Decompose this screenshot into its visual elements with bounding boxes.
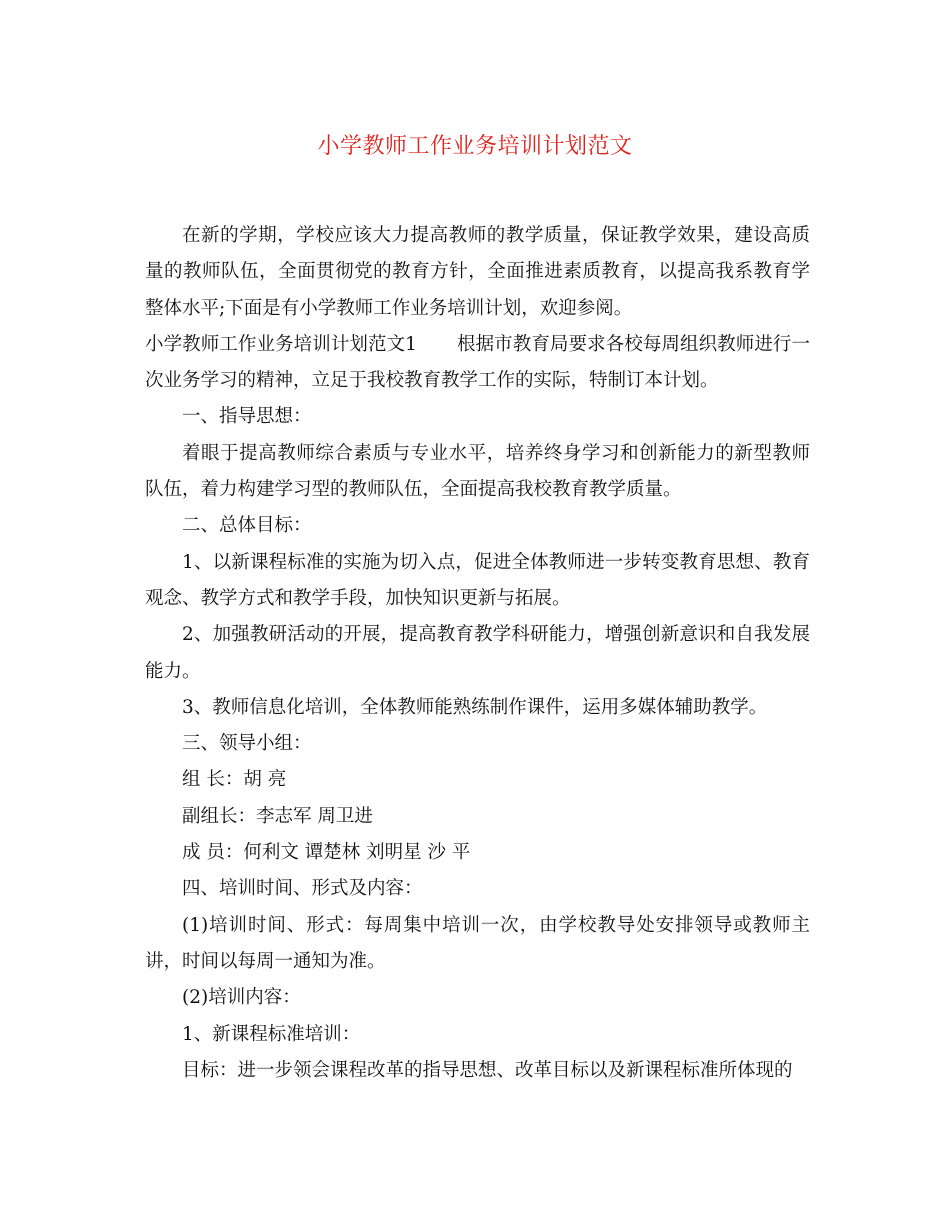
guiding-text: 着眼于提高教师综合素质与专业水平，培养终身学习和创新能力的新型教师队伍，着力构建学习型的教师队伍，全面提高我校教育教学质量。 bbox=[145, 442, 810, 501]
section-paragraph bbox=[145, 327, 810, 400]
document-body bbox=[145, 218, 810, 1089]
training-heading: 四、培训时间、形式及内容： bbox=[182, 878, 423, 900]
intro-paragraph: 在新的学期，学校应该大力提高教师的教学质量，保证教学效果，建设高质量的教师队伍，全面贯彻党的教育方针，全面推进素质教育，以提高我系教育学整体水平;下面是有小学教师工作业务培训计划，欢迎参阅。 bbox=[145, 225, 810, 319]
goal-item-3: 3、教师信息化培训，全体教师能熟练制作课件，运用多媒体辅助教学。 bbox=[182, 696, 768, 718]
training-content-heading: (2)培训内容： bbox=[182, 987, 301, 1009]
members-line: 成 员：何利文 谭楚林 刘明星 沙 平 bbox=[182, 842, 471, 864]
goal-item-2: 2、加强教研活动的开展，提高教育教学科研能力，增强创新意识和自我发展能力。 bbox=[145, 624, 810, 682]
curriculum-heading: 1、新课程标准培训： bbox=[182, 1023, 361, 1045]
goal-item-1: 1、以新课程标准的实施为切入点，促进全体教师进一步转变教育思想、教育观念、教学方式和教学手段，加快知识更新与拓展。 bbox=[145, 551, 810, 609]
curriculum-goal: 目标：进一步领会课程改革的指导思想、改革目标以及新课程标准所体现的 bbox=[182, 1059, 793, 1081]
leader-line: 组 长：胡 亮 bbox=[182, 769, 287, 791]
goals-heading: 二、总体目标： bbox=[182, 515, 312, 537]
leaders-heading: 三、领导小组： bbox=[182, 733, 312, 755]
section-lead: 根据市教育局要求各校每周组织教师进行一次业务学习的精神，立足于我校教育教学工作的实际，特制订本计划。 bbox=[145, 333, 810, 392]
guiding-heading: 一、指导思想： bbox=[182, 406, 312, 428]
vice-leaders-line: 副组长：李志军 周卫进 bbox=[182, 805, 373, 827]
training-time: (1)培训时间、形式：每周集中培训一次，由学校教导处安排领导或教师主讲，时间以每周一通知为准。 bbox=[145, 914, 810, 972]
document-title: 小学教师工作业务培训计划范文 bbox=[317, 134, 633, 159]
section-heading: 小学教师工作业务培训计划范文1 bbox=[145, 333, 417, 355]
